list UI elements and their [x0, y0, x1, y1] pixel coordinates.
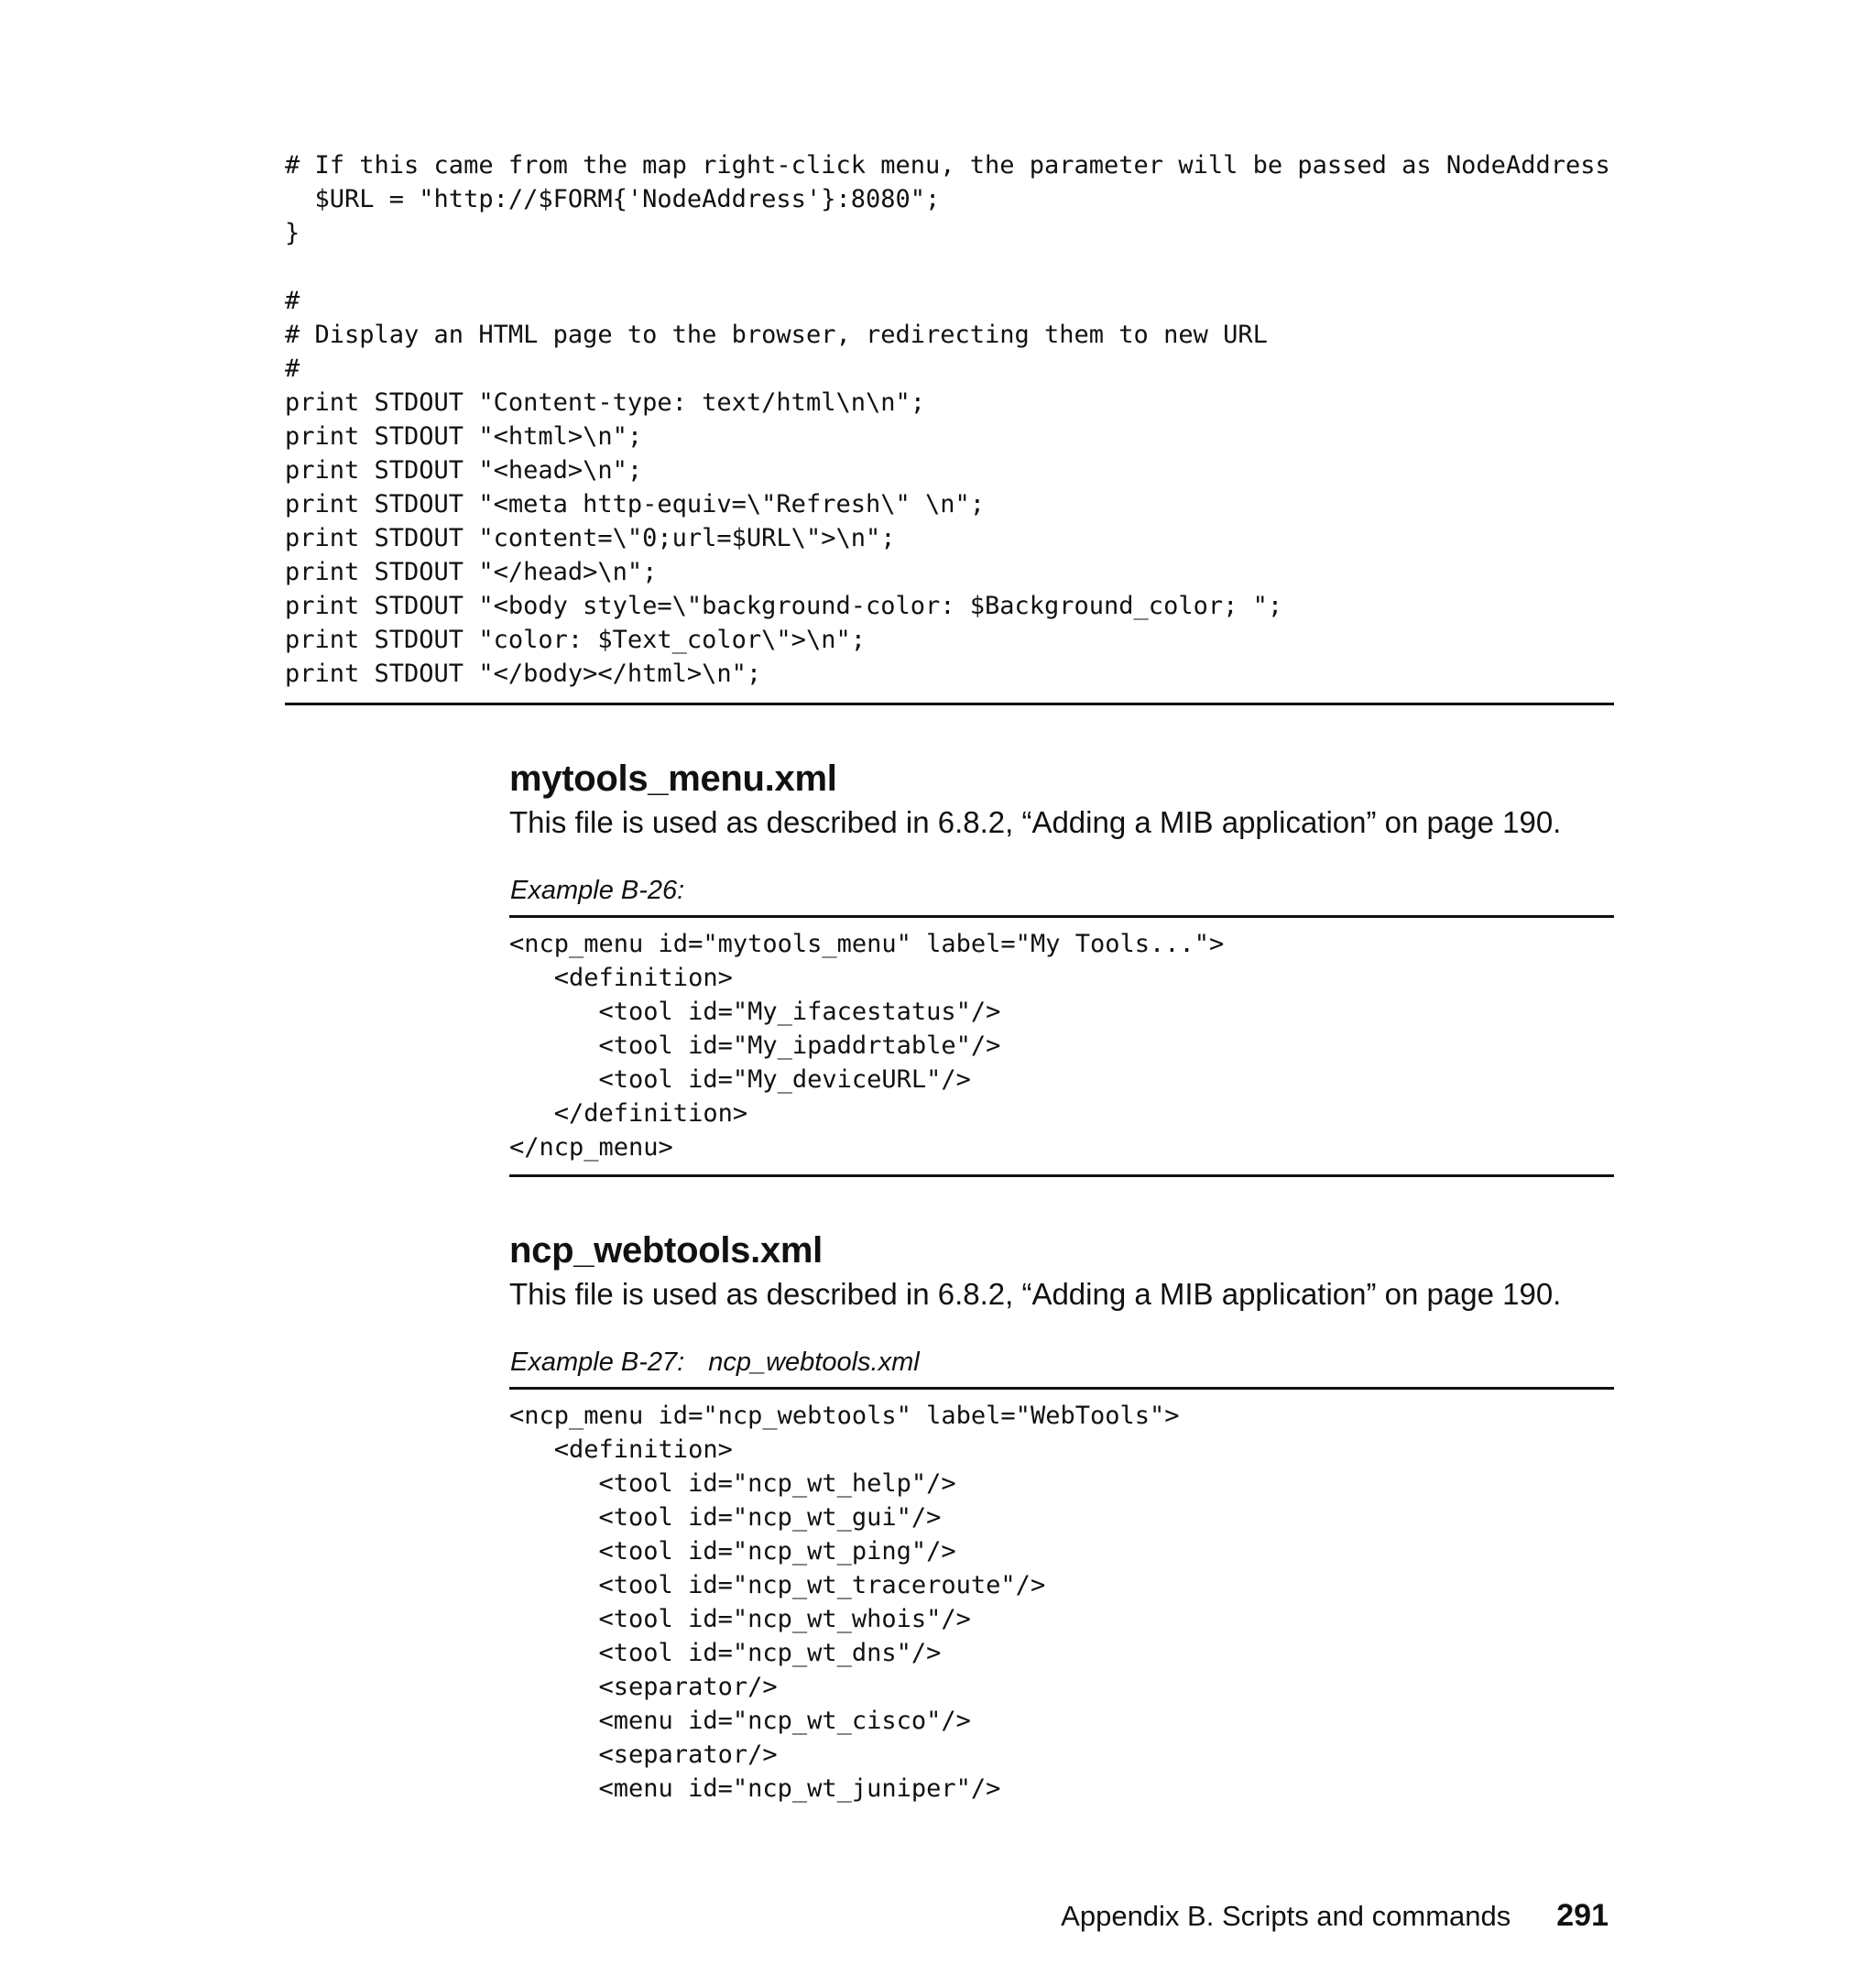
example-b26-code-block — [509, 927, 1224, 1164]
section-heading-webtools: ncp_webtools.xml — [509, 1230, 823, 1271]
code-line: print STDOUT "content=\"0;url=$URL\">\n"; — [285, 524, 896, 552]
example-top-rule — [509, 1387, 1614, 1390]
code-line: <tool id="My_ipaddrtable"/> — [509, 1031, 1001, 1060]
code-line: <separator/> — [509, 1740, 778, 1769]
section-description-mytools: This file is used as described in 6.8.2, “Adding a MIB application” on page 190. — [509, 805, 1562, 839]
code-line: print STDOUT "<head>\n"; — [285, 456, 643, 485]
code-listing — [509, 1399, 1180, 1806]
code-line: print STDOUT "<body style=\"background-color: $Background_color; "; — [285, 592, 1283, 620]
code-line: print STDOUT "</head>\n"; — [285, 558, 658, 586]
code-line: <tool id="ncp_wt_dns"/> — [509, 1639, 942, 1667]
code-line: <tool id="ncp_wt_whois"/> — [509, 1605, 971, 1633]
code-bottom-rule — [285, 703, 1614, 705]
example-title: ncp_webtools.xml — [708, 1348, 920, 1377]
example-b27-code-block — [509, 1399, 1180, 1806]
section-description-webtools: This file is used as described in 6.8.2, “Adding a MIB application” on page 190. — [509, 1277, 1562, 1311]
code-line: print STDOUT "<meta http-equiv=\"Refresh\" \n"; — [285, 490, 986, 518]
code-line: # If this came from the map right-click menu, the parameter will be passed as NodeAddress — [285, 151, 1610, 180]
code-line: print STDOUT "Content-type: text/html\n\n"; — [285, 388, 925, 417]
code-line: </definition> — [509, 1099, 748, 1128]
code-line: <separator/> — [509, 1673, 778, 1701]
example-bottom-rule — [509, 1174, 1614, 1177]
code-line: <definition> — [509, 964, 733, 992]
example-caption-b26 — [510, 874, 708, 907]
top-code-block — [285, 148, 1610, 691]
section-heading-mytools: mytools_menu.xml — [509, 758, 837, 799]
code-listing — [509, 927, 1224, 1164]
page-footer — [1061, 1898, 1609, 1934]
example-label: Example B-27: — [510, 1348, 685, 1377]
code-line: # Display an HTML page to the browser, redirecting them to new URL — [285, 321, 1268, 349]
code-line: <ncp_menu id="ncp_webtools" label="WebTools"> — [509, 1402, 1180, 1430]
code-line: $URL = "http://$FORM{'NodeAddress'}:8080"; — [285, 185, 941, 213]
code-line: <tool id="ncp_wt_help"/> — [509, 1469, 956, 1498]
example-top-rule — [509, 915, 1614, 918]
code-line: <tool id="My_deviceURL"/> — [509, 1065, 971, 1094]
code-line: <tool id="ncp_wt_traceroute"/> — [509, 1571, 1046, 1599]
code-line: <tool id="ncp_wt_gui"/> — [509, 1503, 942, 1532]
code-line: <definition> — [509, 1435, 733, 1464]
code-line: print STDOUT "</body></html>\n"; — [285, 660, 762, 688]
code-line: } — [285, 219, 300, 247]
code-line: <menu id="ncp_wt_cisco"/> — [509, 1707, 971, 1735]
example-label: Example B-26: — [510, 876, 685, 905]
code-line: # — [285, 287, 300, 315]
code-line: <tool id="ncp_wt_ping"/> — [509, 1537, 956, 1566]
code-line: <ncp_menu id="mytools_menu" label="My Tools..."> — [509, 930, 1225, 958]
footer-section-label: Appendix B. Scripts and commands — [1061, 1900, 1511, 1932]
example-caption-b27 — [510, 1346, 920, 1379]
code-line: <tool id="My_ifacestatus"/> — [509, 998, 1001, 1026]
code-line: <menu id="ncp_wt_juniper"/> — [509, 1774, 1001, 1803]
code-line: </ncp_menu> — [509, 1133, 673, 1162]
code-line: print STDOUT "color: $Text_color\">\n"; — [285, 626, 866, 654]
page-number: 291 — [1556, 1898, 1609, 1933]
code-listing — [285, 148, 1610, 691]
code-line: # — [285, 355, 300, 383]
code-line: print STDOUT "<html>\n"; — [285, 422, 643, 451]
